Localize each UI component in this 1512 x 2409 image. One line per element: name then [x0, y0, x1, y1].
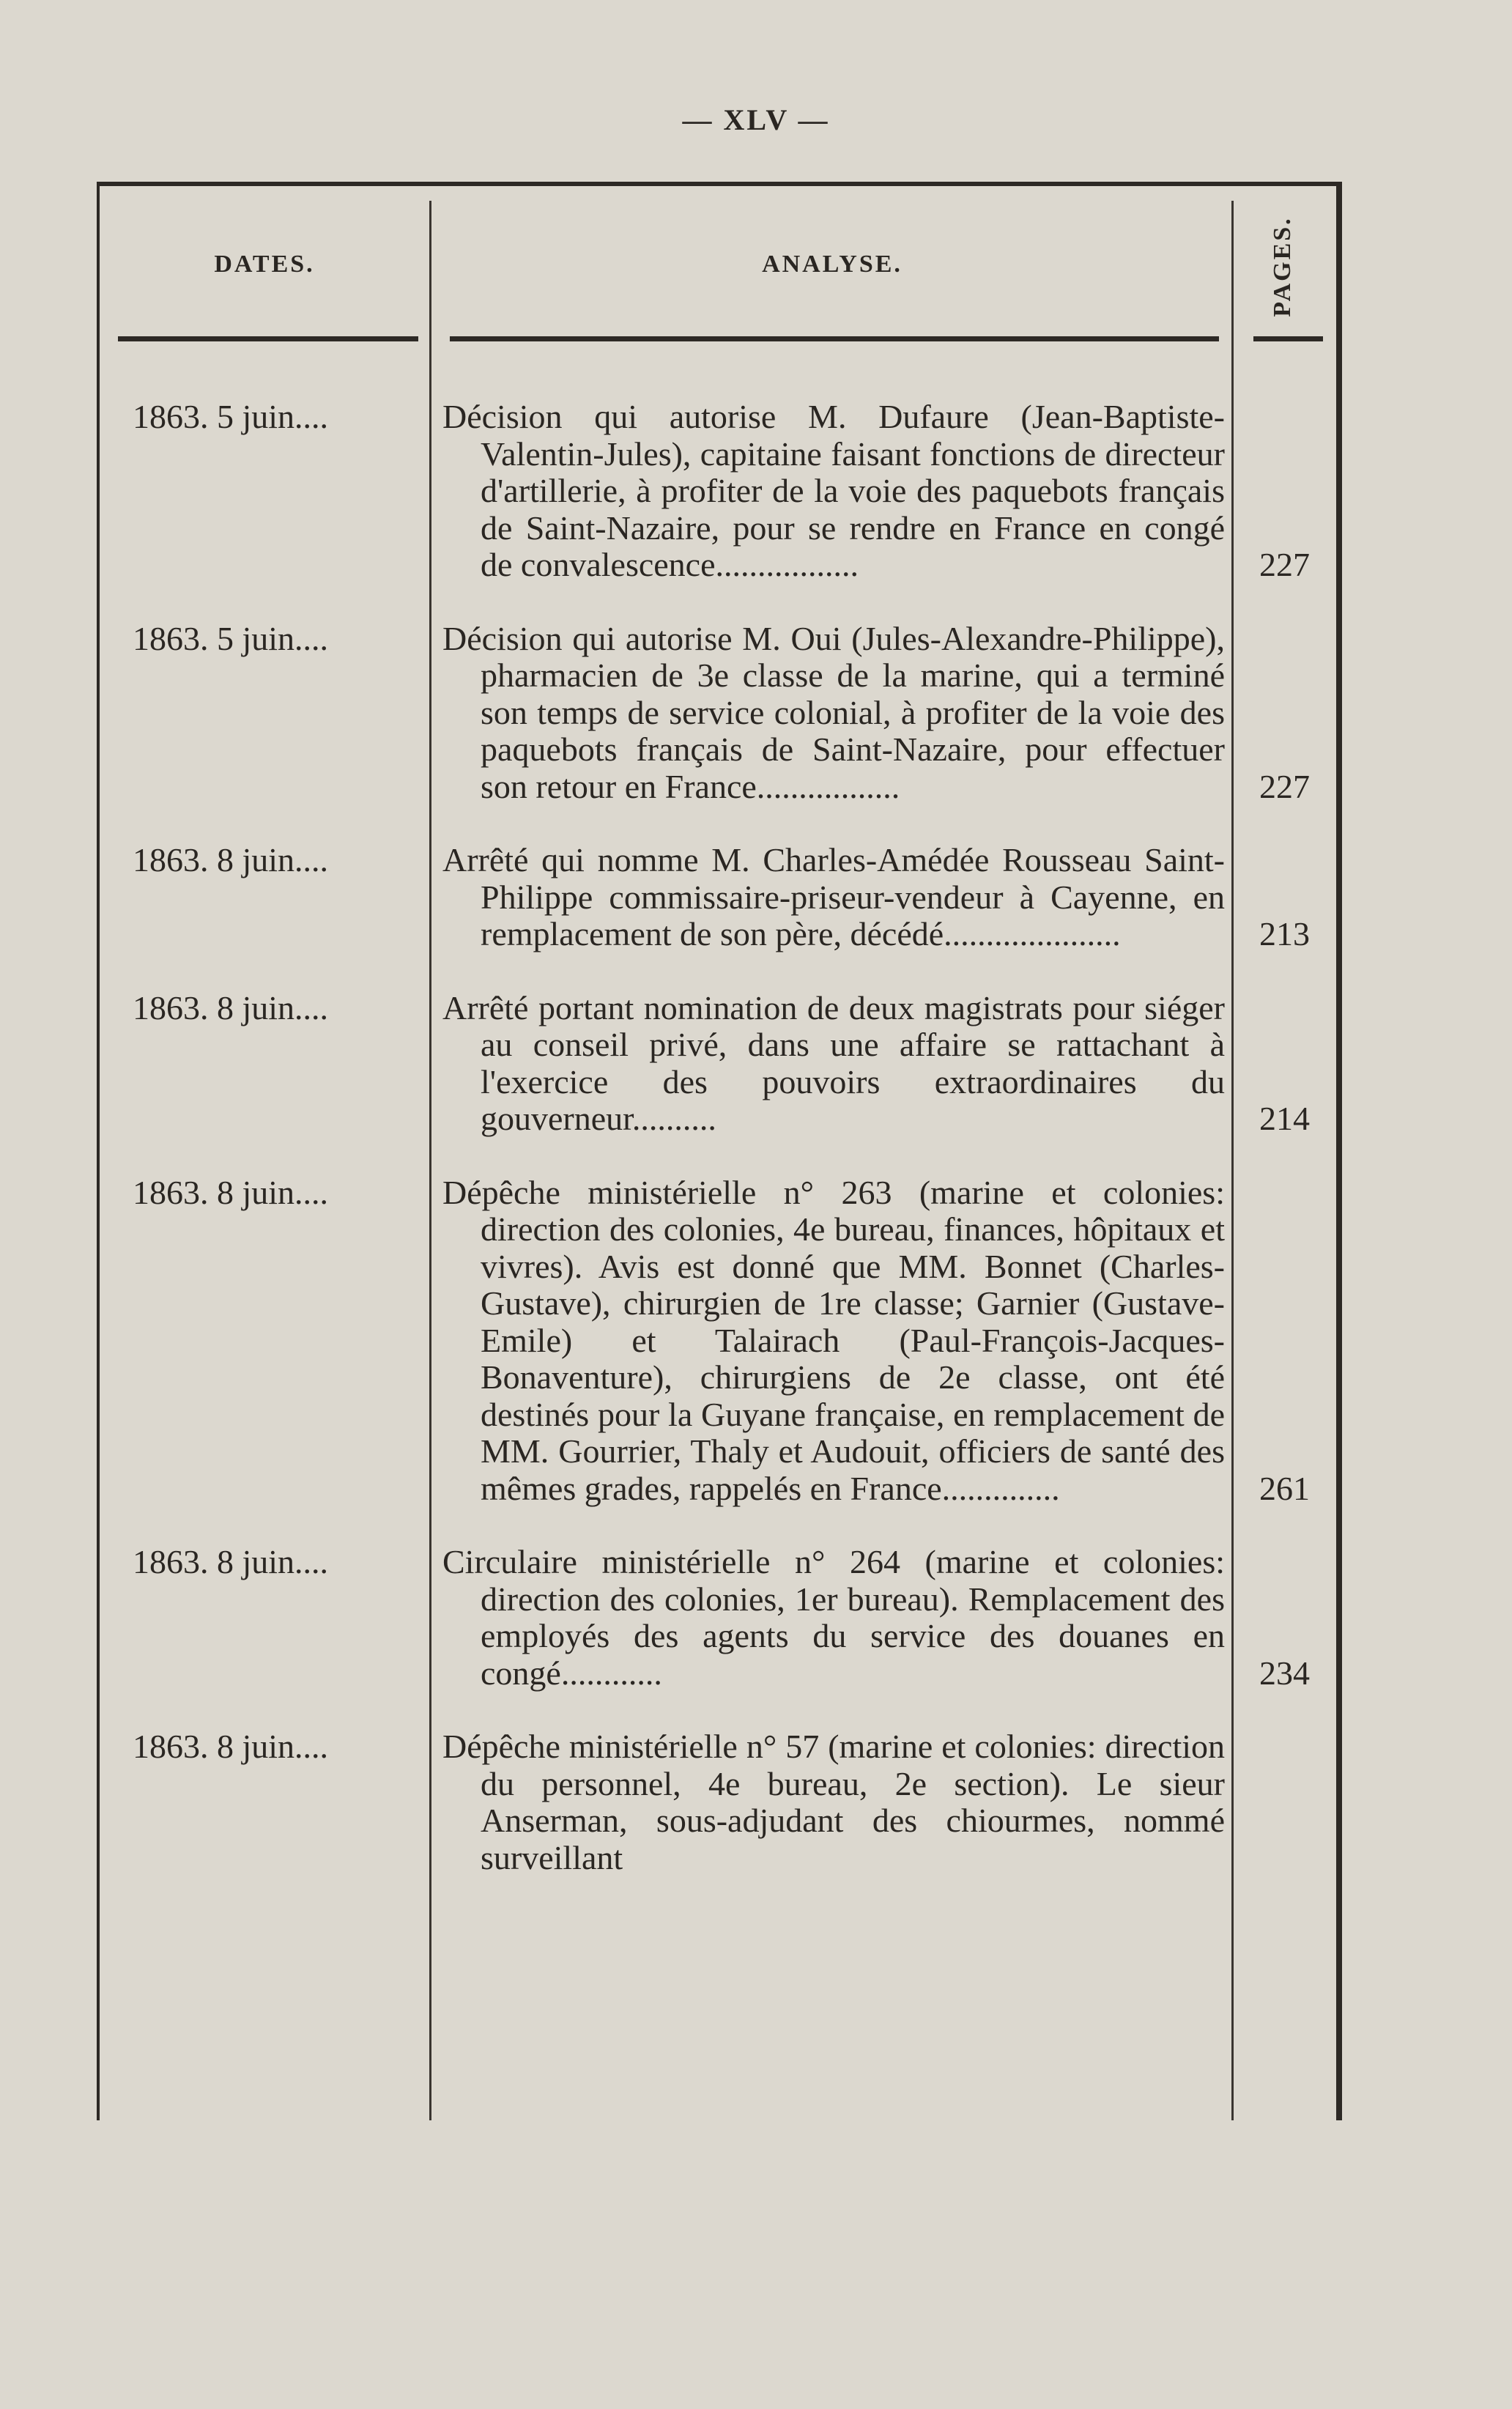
entry-date: 1863. 8 juin....	[133, 988, 329, 1026]
table-row	[100, 990, 1336, 1138]
entry-date: 1863. 8 juin....	[133, 1543, 329, 1580]
table-row	[100, 1728, 1336, 1876]
entry-page: 214	[1259, 1100, 1310, 1137]
page-number: — XLV —	[682, 103, 830, 136]
entry-analysis: Circulaire ministérielle n° 264 (marine et colonies: direction des colonies, 1er bureau). Remplacement des employés des agents du service des douanes en congé............	[442, 1543, 1225, 1692]
table-row	[100, 399, 1336, 584]
entry-list	[100, 399, 1336, 1913]
entry-date: 1863. 8 juin....	[133, 841, 329, 878]
table-row	[100, 1544, 1336, 1692]
entry-page: 213	[1259, 915, 1310, 952]
column-header-analyse: ANALYSE.	[762, 251, 903, 278]
entry-page: 234	[1259, 1654, 1310, 1692]
entry-page: 261	[1259, 1469, 1310, 1507]
entry-analysis: Arrêté portant nomination de deux magistrats pour siéger au conseil privé, dans une affaire se rattachant à l'exercice des pouvoirs extraordinaires du gouverneur..........	[442, 988, 1225, 1137]
header-rule	[450, 336, 1219, 341]
entry-analysis: Dépêche ministérielle n° 57 (marine et colonies: direction du personnel, 4e bureau, 2e section). Le sieur Anserman, sous-adjudant des chiourmes, nommé surveillant	[442, 1728, 1225, 1876]
entry-date: 1863. 5 juin....	[133, 619, 329, 657]
entry-date: 1863. 8 juin....	[133, 1173, 329, 1211]
entry-date: 1863. 5 juin....	[133, 398, 329, 435]
column-header-pages-label: PAGES.	[1269, 216, 1296, 317]
column-header-dates: DATES.	[214, 251, 315, 278]
entry-analysis: Décision qui autorise M. Dufaure (Jean-Baptiste-Valentin-Jules), capitaine faisant fonctions de directeur d'artillerie, à profiter de la voie des paquebots français de Saint-Nazaire, pour se rendre en France en congé de convalescence.................	[442, 398, 1225, 583]
header-rule	[1253, 336, 1323, 341]
table-row	[100, 842, 1336, 953]
entry-page: 227	[1259, 546, 1310, 583]
entry-analysis: Dépêche ministérielle n° 263 (marine et colonies: direction des colonies, 4e bureau, finances, hôpitaux et vivres). Avis est donné que MM. Bonnet (Charles-Gustave), chirurgien de 1re classe; Garnier (Gustave-Emile) et Talairach (Paul-François-Jacques-Bonaventure), chirurgiens de 2e classe, ont été destinés pour la Guyane française, en remplacement de MM. Gourrier, Thaly et Audouit, officiers de santé des mêmes grades, rappelés en France..............	[442, 1173, 1225, 1507]
column-header-pages	[1239, 208, 1327, 325]
index-table	[97, 182, 1342, 2120]
entry-date: 1863. 8 juin....	[133, 1728, 329, 1765]
table-row	[100, 621, 1336, 806]
entry-analysis: Arrêté qui nomme M. Charles-Amédée Rousseau Saint-Philippe commissaire-priseur-vendeur à Cayenne, en remplacement de son père, décédé.....................	[442, 841, 1225, 952]
entry-analysis: Décision qui autorise M. Oui (Jules-Alexandre-Philippe), pharmacien de 3e classe de la marine, qui a terminé son temps de service colonial, à profiter de la voie des paquebots français de Saint-Nazaire, pour effectuer son retour en France.................	[442, 619, 1225, 805]
table-row	[100, 1174, 1336, 1508]
entry-page: 227	[1259, 767, 1310, 805]
header-rule	[118, 336, 418, 341]
